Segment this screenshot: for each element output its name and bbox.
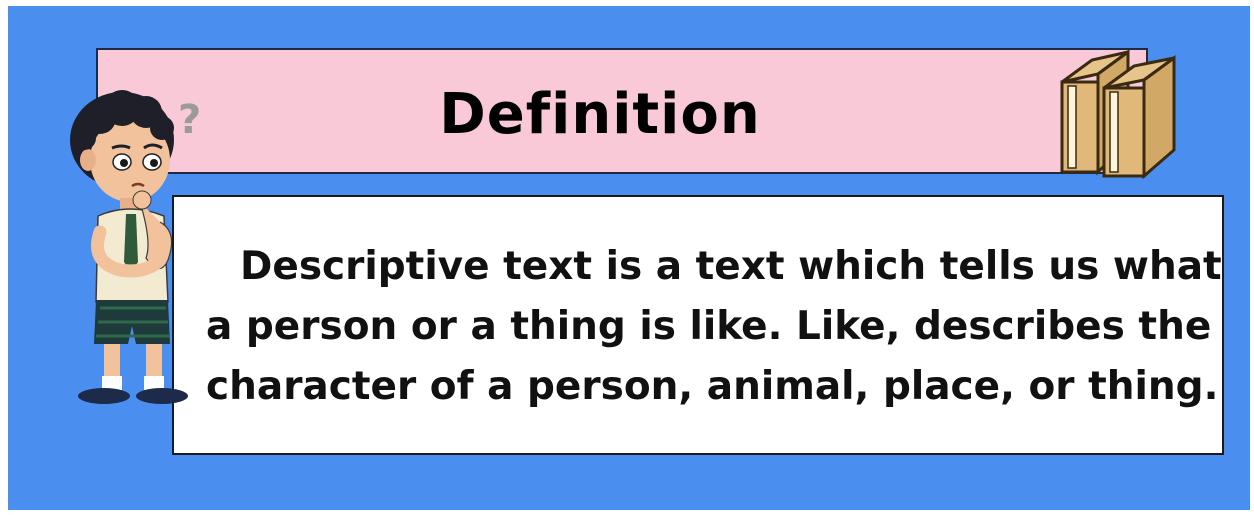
question-mark-icon: ? xyxy=(178,97,202,143)
definition-line-1: Descriptive text is a text which tells us what xyxy=(240,244,1222,289)
books-icon xyxy=(1050,42,1190,182)
definition-line-2: a person or a thing is like. Like, describes the xyxy=(206,304,1212,349)
slide-title: Definition xyxy=(439,82,761,147)
definition-line-3: character of a person, animal, place, or thing. xyxy=(206,364,1219,409)
